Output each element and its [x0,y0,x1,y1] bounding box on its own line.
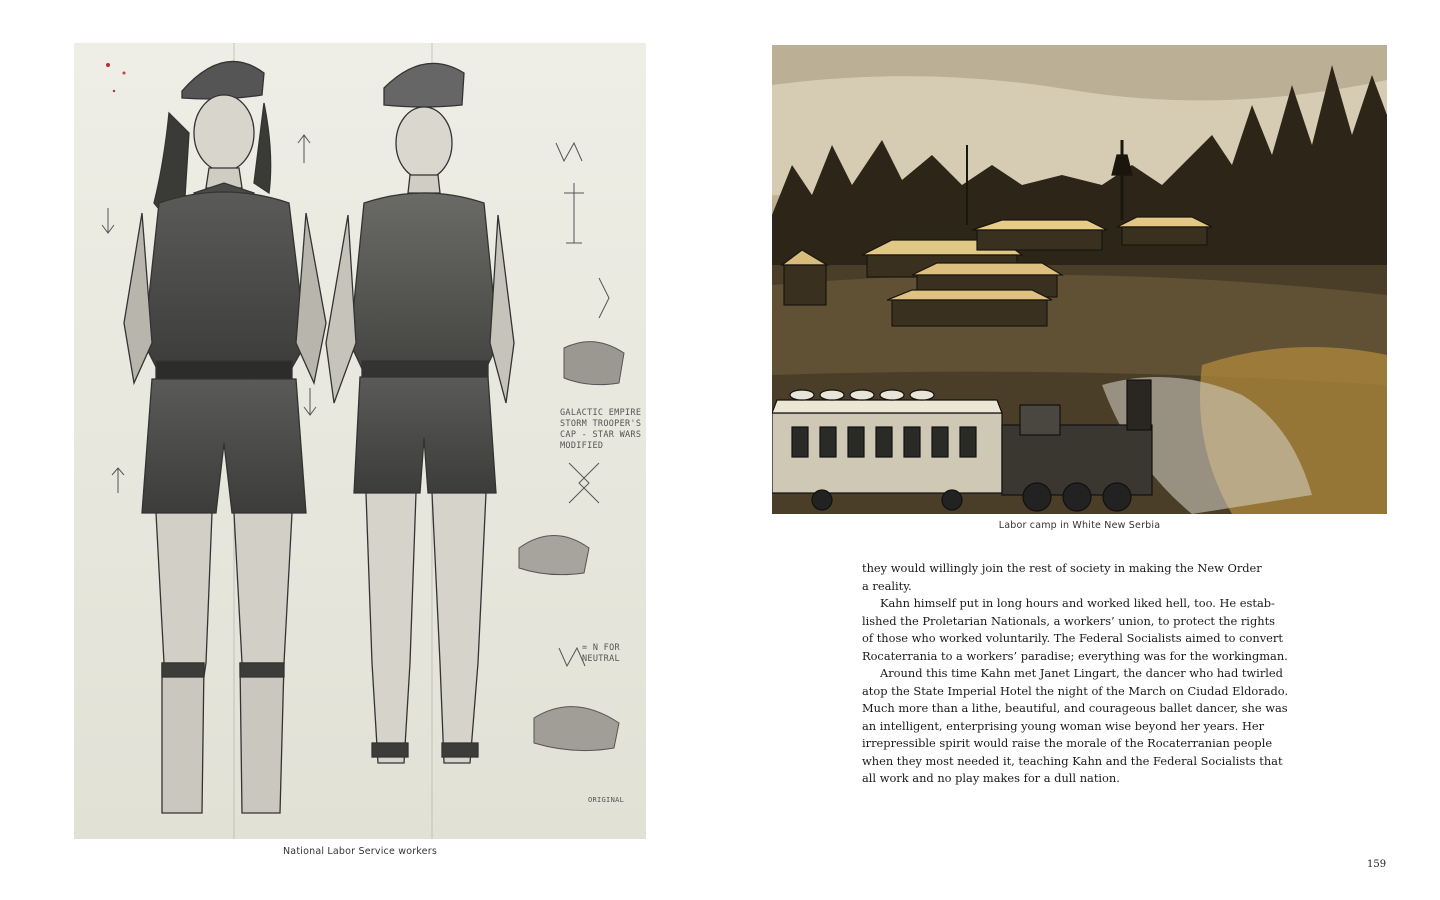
body-line: of those who worked voluntarily. The Federal Socialists aimed to convert [862,631,1283,645]
left-figure-caption: National Labor Service workers [283,846,437,857]
body-line: a reality. [862,578,912,593]
page-number: 159 [1367,859,1387,870]
body-line: irrepressible spirit would raise the morale of the Rocaterranian people [862,736,1273,750]
camp-drawing [772,45,1387,514]
body-line: Around this time Kahn met Janet Lingart, the dancer who had twirled [880,666,1283,680]
body-line: all work and no play makes for a dull nation. [862,771,1120,785]
body-text [862,560,1302,788]
worker-figure-right [326,63,514,763]
right-figure-caption: Labor camp in White New Serbia [998,520,1161,531]
camp-illustration [772,45,1387,514]
body-line: lished the Proletarian Nationals, a workers’ union, to protect the rights [862,613,1275,628]
sketch-note-stormtrooper: GALACTIC EMPIRE STORM TROOPER'S CAP - STAR WARS MODIFIED [560,408,642,451]
body-line: Much more than a lithe, beautiful, and courageous ballet dancer, she was [862,701,1288,715]
body-line: they would willingly join the rest of society in making the New Order [862,561,1262,575]
body-line: atop the State Imperial Hotel the night of the March on Ciudad Eldorado. [862,683,1289,698]
body-line: Kahn himself put in long hours and worked liked hell, too. He estab- [880,596,1275,610]
body-line: Rocaterrania to a workers’ paradise; everything was for the workingman. [862,648,1288,663]
sketch-illustration [74,43,646,839]
worker-figure-left [124,61,326,813]
body-line: an intelligent, enterprising young woman wise beyond her years. Her [862,718,1265,733]
body-line: when they most needed it, teaching Kahn and the Federal Socialists that [862,753,1283,768]
sketch-signature: ORIGINAL [588,796,625,804]
sketch-note-neutral: = N FOR NEUTRAL [582,643,620,664]
